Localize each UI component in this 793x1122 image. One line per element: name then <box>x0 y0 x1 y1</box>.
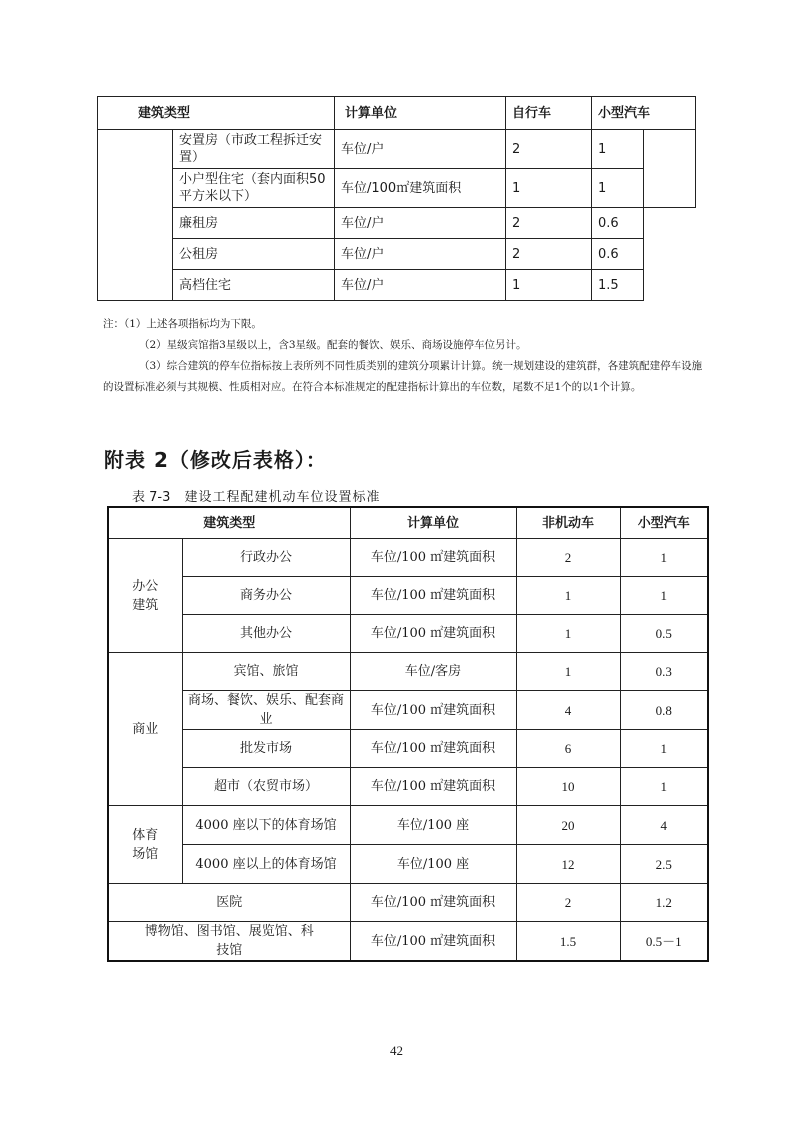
unit: 车位/100㎡建筑面积 <box>335 169 506 208</box>
table-row <box>108 806 708 845</box>
header-building-type: 建筑类型 <box>108 507 350 539</box>
section-title: 附表 2（修改后表格）： <box>104 448 327 472</box>
building-subtype: 4000 座以下的体育场馆 <box>182 806 350 845</box>
header-unit: 计算单位 <box>335 97 506 130</box>
unit: 车位/100 座 <box>350 845 516 884</box>
car-value: 1 <box>592 130 644 169</box>
table-row <box>98 169 696 208</box>
bicycle-value: 2 <box>506 239 592 270</box>
car-value: 1 <box>620 539 708 577</box>
nonmotor-value: 20 <box>516 806 620 845</box>
table-caption <box>132 486 381 505</box>
nonmotor-value: 12 <box>516 845 620 884</box>
bicycle-value: 1 <box>506 169 592 208</box>
nonmotor-value: 1 <box>516 577 620 615</box>
unit: 车位/100 ㎡建筑面积 <box>350 768 516 806</box>
building-subtype: 4000 座以上的体育场馆 <box>182 845 350 884</box>
table-row <box>108 577 708 615</box>
category-cell: 体育 场馆 <box>108 806 182 884</box>
unit: 车位/100 ㎡建筑面积 <box>350 539 516 577</box>
car-value: 1 <box>592 169 644 208</box>
car-value: 1.5 <box>592 270 644 301</box>
header-nonmotor: 非机动车 <box>516 507 620 539</box>
unit: 车位/100 ㎡建筑面积 <box>350 615 516 653</box>
unit: 车位/100 座 <box>350 806 516 845</box>
unit: 车位/100 ㎡建筑面积 <box>350 577 516 615</box>
building-type: 博物馆、图书馆、展览馆、科技馆 <box>108 922 350 962</box>
car-value: 0.8 <box>620 691 708 730</box>
table-row <box>98 130 696 169</box>
table-number: 表 7-3 <box>132 490 171 505</box>
page-number: 42 <box>390 1043 403 1058</box>
building-subtype: 行政办公 <box>182 539 350 577</box>
table-row <box>108 730 708 768</box>
table-row <box>108 768 708 806</box>
unit: 车位/户 <box>335 239 506 270</box>
bicycle-value: 1 <box>506 270 592 301</box>
header-car: 小型汽车 <box>592 97 696 130</box>
category-cell: 商业 <box>108 653 182 806</box>
unit: 车位/客房 <box>350 653 516 691</box>
car-value: 1 <box>620 768 708 806</box>
building-type: 小户型住宅（套内面积50平方米以下） <box>173 169 335 208</box>
header-car: 小型汽车 <box>620 507 708 539</box>
building-subtype: 超市（农贸市场） <box>182 768 350 806</box>
table-row <box>98 270 696 301</box>
car-value: 2.5 <box>620 845 708 884</box>
building-subtype: 宾馆、旅馆 <box>182 653 350 691</box>
table-notes <box>103 314 708 398</box>
nonmotor-value: 6 <box>516 730 620 768</box>
table-row <box>108 922 708 962</box>
blank-cell <box>644 130 696 208</box>
building-subtype: 批发市场 <box>182 730 350 768</box>
nonmotor-value: 1.5 <box>516 922 620 962</box>
bicycle-value: 2 <box>506 130 592 169</box>
blank-cell <box>644 208 696 301</box>
unit: 车位/100 ㎡建筑面积 <box>350 922 516 962</box>
unit: 车位/100 ㎡建筑面积 <box>350 691 516 730</box>
nonmotor-value: 1 <box>516 615 620 653</box>
table-row <box>108 539 708 577</box>
nonmotor-value: 2 <box>516 884 620 922</box>
table-row <box>108 845 708 884</box>
unit: 车位/户 <box>335 270 506 301</box>
unit: 车位/户 <box>335 130 506 169</box>
car-value: 1.2 <box>620 884 708 922</box>
car-value: 4 <box>620 806 708 845</box>
car-value: 0.6 <box>592 239 644 270</box>
residential-parking-table <box>97 96 696 301</box>
table-row <box>108 615 708 653</box>
note-1: 注：（1）上述各项指标均为下限。 <box>103 318 262 330</box>
building-subtype: 商场、餐饮、娱乐、配套商业 <box>182 691 350 730</box>
table-row <box>108 884 708 922</box>
parking-standard-table <box>107 506 709 962</box>
header-bicycle: 自行车 <box>506 97 592 130</box>
nonmotor-value: 2 <box>516 539 620 577</box>
car-value: 1 <box>620 730 708 768</box>
table-title: 建设工程配建机动车位设置标准 <box>184 490 381 505</box>
building-type: 廉租房 <box>173 208 335 239</box>
building-type: 高档住宅 <box>173 270 335 301</box>
unit: 车位/100 ㎡建筑面积 <box>350 730 516 768</box>
header-unit: 计算单位 <box>350 507 516 539</box>
note-2: （2）星级宾馆指3星级以上，含3星级。配套的餐饮、娱乐、商场设施停车位另计。 <box>139 339 527 351</box>
table-row <box>98 208 696 239</box>
building-subtype: 商务办公 <box>182 577 350 615</box>
building-type: 公租房 <box>173 239 335 270</box>
nonmotor-value: 10 <box>516 768 620 806</box>
unit: 车位/100 ㎡建筑面积 <box>350 884 516 922</box>
building-type: 安置房（市政工程拆迁安置） <box>173 130 335 169</box>
car-value: 0.3 <box>620 653 708 691</box>
table-row <box>108 653 708 691</box>
car-value: 0.6 <box>592 208 644 239</box>
car-value: 1 <box>620 577 708 615</box>
car-value: 0.5 <box>620 615 708 653</box>
bicycle-value: 2 <box>506 208 592 239</box>
nonmotor-value: 4 <box>516 691 620 730</box>
car-value: 0.5－1 <box>620 922 708 962</box>
table-row <box>108 691 708 730</box>
header-building-type: 建筑类型 <box>98 97 335 130</box>
note-3: （3）综合建筑的停车位指标按上表所列不同性质类别的建筑分项累计计算。统一规划建设的建筑群，各建筑配建停车设施的设置标准必须与其规模、性质相对应。在符合本标准规定的配建指标计算出的车位数，尾数不足1个的以1个计算。 <box>103 360 703 393</box>
category-cell-blank <box>98 130 173 301</box>
unit: 车位/户 <box>335 208 506 239</box>
building-type: 医院 <box>108 884 350 922</box>
table-row <box>98 239 696 270</box>
nonmotor-value: 1 <box>516 653 620 691</box>
category-cell: 办公 建筑 <box>108 539 182 653</box>
building-subtype: 其他办公 <box>182 615 350 653</box>
